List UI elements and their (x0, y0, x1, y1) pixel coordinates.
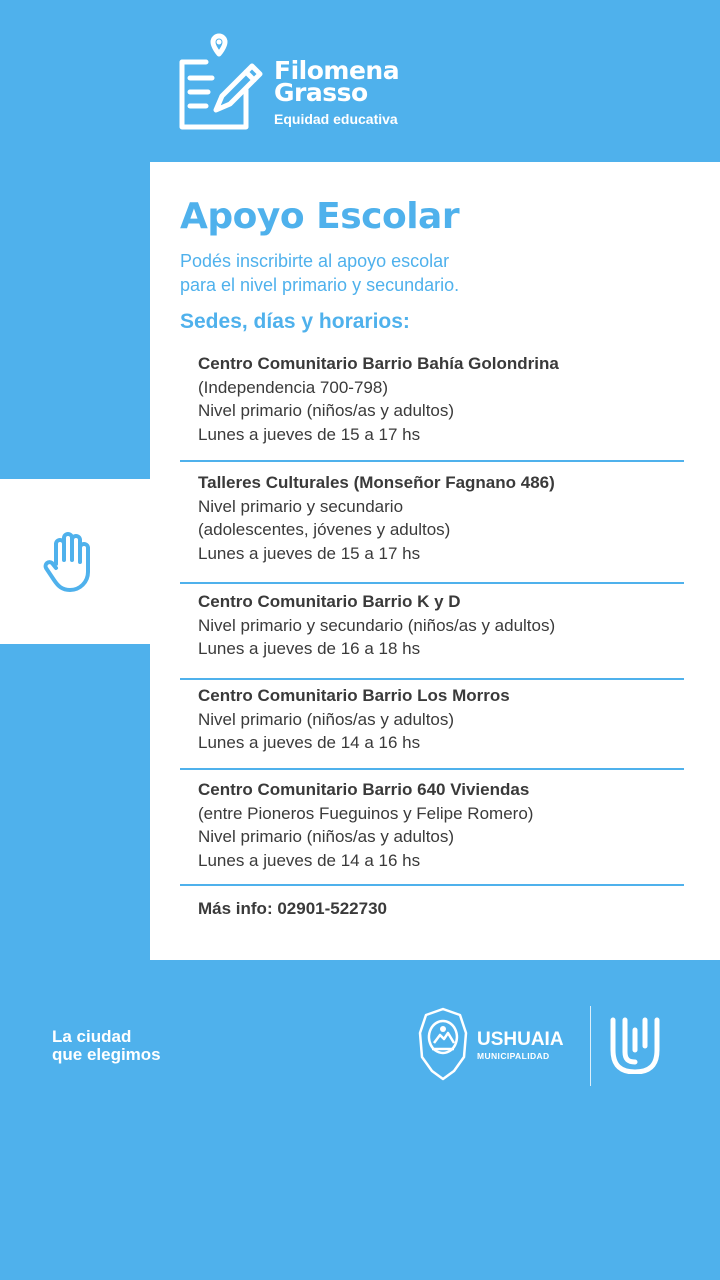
sede-line: Lunes a jueves de 15 a 17 hs (198, 424, 421, 444)
slogan-line-2: que elegimos (52, 1045, 161, 1064)
intro-line-1: Podés inscribirte al apoyo escolar (180, 251, 450, 271)
sede-line: (Independencia 700-798) (198, 377, 388, 397)
sede-name: Centro Comunitario Barrio Bahía Golondrina (198, 354, 559, 373)
sede-line: Lunes a jueves de 14 a 16 hs (198, 850, 421, 870)
sede-line: Nivel primario y secundario (niños/as y adultos) (198, 615, 556, 635)
sede-line: Lunes a jueves de 14 a 16 hs (198, 733, 421, 752)
intro-text (180, 249, 459, 297)
filomena-grasso-logo (176, 32, 436, 142)
logo-name-line1: Filomena (274, 56, 400, 85)
u-logo-icon (607, 1016, 663, 1074)
sede-line: Lunes a jueves de 16 a 18 hs (198, 639, 421, 658)
slogan-line-1: La ciudad (52, 1027, 132, 1046)
sede-line: (adolescentes, jóvenes y adultos) (198, 520, 451, 539)
sede-item (198, 471, 555, 565)
sede-line: Nivel primario (niños/as y adultos) (198, 401, 455, 420)
divider (180, 768, 684, 770)
sede-item (198, 352, 559, 446)
sede-line: Nivel primario y secundario (198, 496, 404, 516)
more-info-phone: Más info: 02901-522730 (198, 899, 387, 918)
intro-line-2: para el nivel primario y secundario. (180, 275, 460, 295)
sede-line: Nivel primario (niños/as y adultos) (198, 827, 455, 846)
city-name: USHUAIA (477, 1029, 564, 1050)
footer-divider (590, 1006, 591, 1086)
sede-line: Lunes a jueves de 15 a 17 hs (198, 543, 421, 563)
sede-name: Talleres Culturales (Monseñor Fagnano 486) (198, 473, 555, 492)
city-subtitle: MUNICIPALIDAD (477, 1051, 550, 1061)
ushuaia-wordmark (477, 1030, 564, 1061)
sede-item (198, 778, 533, 872)
slogan (52, 1028, 161, 1064)
divider (180, 678, 684, 680)
sede-item (198, 590, 555, 661)
ushuaia-shield-icon (414, 1005, 472, 1083)
logo-text (274, 56, 400, 127)
divider (180, 884, 684, 886)
notebook-pencil-location-icon (176, 32, 266, 132)
sede-name: Centro Comunitario Barrio Los Morros (198, 686, 510, 705)
raised-hand-icon (40, 530, 100, 594)
logo-name-line2: Grasso (274, 78, 368, 107)
sede-name: Centro Comunitario Barrio K y D (198, 592, 461, 611)
page-title: Apoyo Escolar (180, 196, 460, 237)
main-card (150, 162, 720, 960)
divider (180, 582, 684, 584)
divider (180, 460, 684, 462)
sede-line: (entre Pioneros Fueguinos y Felipe Romero) (198, 803, 534, 823)
sede-line: Nivel primario (niños/as y adultos) (198, 709, 455, 729)
sede-name: Centro Comunitario Barrio 640 Viviendas (198, 780, 530, 799)
sede-item (198, 684, 510, 755)
schedule-subtitle: Sedes, días y horarios: (180, 310, 410, 333)
logo-tagline: Equidad educativa (274, 111, 398, 127)
